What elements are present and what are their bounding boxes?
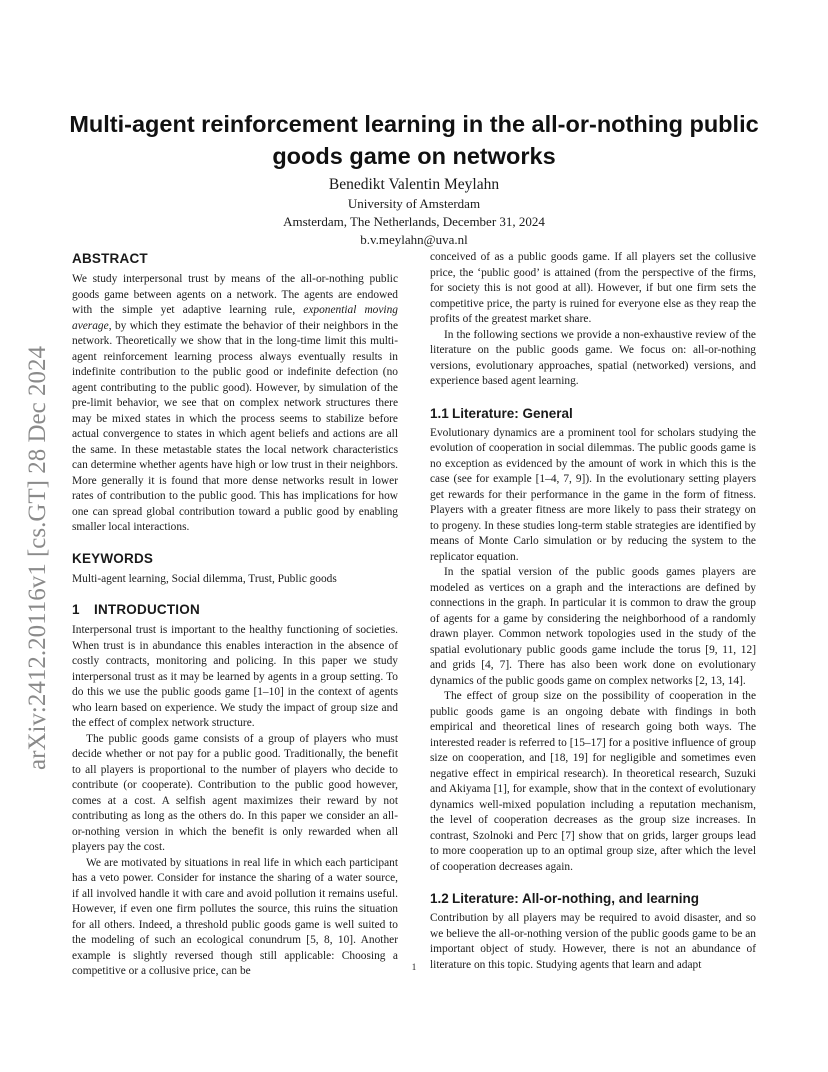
- author-affiliation: University of Amsterdam: [347, 196, 481, 211]
- paper-title: Multi-agent reinforcement learning in the all-or-nothing public goods game on networks: [69, 111, 759, 169]
- section-1-2-paragraph-1: Contribution by all players may be required to avoid disaster, and so we believe the all-or-nothing version of the public goods game to be an important object of study. However, there is not an abundance of literature on this topic. Studying agents that learn and adapt: [430, 912, 756, 971]
- abstract-text-emphasis: exponential moving average: [72, 304, 398, 332]
- abstract-text-part2: , by which they estimate the behavior of their neighbors in the network. Theoretically we show that in the long-time limit this multi-agent reinforcement learning process always eventually results in indefinite contribution to the public good or indefinite defection (no agent contributing to the public good). However, by simulation of the pre-limit behavior, we see that on complex network structures there may be mixed states in which the process seems to stabilize before actual convergence to states in which agent beliefs and actions are all the same. In these metastable states the local network characteristics can determine whether agents have high or low trust in their neighbors. More generally it is found that more dense networks result in lower rates of contribution to the public good. This has implications for how one can spread global contribution toward a public good by enabling smaller local interactions.: [72, 319, 398, 533]
- intro-heading: [72, 601, 398, 619]
- section-1-2-heading: [430, 890, 756, 908]
- author-block: [0, 175, 828, 249]
- section-1-1-title: Literature: General: [452, 405, 573, 421]
- page-number: 1: [411, 962, 417, 972]
- section-1-1-number: 1.1: [430, 405, 449, 421]
- intro-paragraph-4: In the following sections we provide a non-exhaustive review of the literature on the public goods game. We focus on: all-or-nothing versions, evolutionary approaches, spatial (networked) versions, and experience based agent learning.: [430, 328, 756, 387]
- left-column: [72, 250, 398, 980]
- intro-paragraph-3-continued: conceived of as a public goods game. If all players set the collusive price, the ‘public good’ is attained (from the perspective of the firms, for society this is not good at all). However, if but one firm sets the competitive price, the party is ruined for everyone else as they reap the profits of the greatest market share.: [430, 251, 756, 325]
- arxiv-stamp: arXiv:2412.20116v1 [cs.GT] 28 Dec 2024: [24, 346, 51, 770]
- author-name: Benedikt Valentin Meylahn: [328, 176, 500, 193]
- keywords-text: Multi-agent learning, Social dilemma, Trust, Public goods: [72, 572, 337, 585]
- section-1-1-paragraph-1: Evolutionary dynamics are a prominent tool for scholars studying the evolution of cooperation in social dilemmas. The public goods game is no exception as evidenced by the amount of work in which this is the case (see for example [1–4, 7, 9]). In the evolutionary setting players get rewards for their performance in the game in the form of fitness. Players with a greater fitness are more likely to pass their strategy on to progeny. In these studies long-term stable strategies are identified by means of Monte Carlo simulation or by reducing the system to the replicator equation.: [430, 426, 756, 563]
- intro-title: INTRODUCTION: [94, 602, 200, 617]
- abstract-heading: ABSTRACT: [72, 251, 148, 266]
- abstract-text-part1: We study interpersonal trust by means of the all-or-nothing public goods game between agents on a network. The agents are endowed with the simple yet adaptive learning rule,: [72, 273, 398, 316]
- section-1-1-heading: [430, 405, 756, 423]
- keywords-heading: KEYWORDS: [72, 550, 154, 566]
- section-1-1-paragraph-3: The effect of group size on the possibility of cooperation in the public goods game is an ongoing debate with findings in both empirical and theoretical lines of research going both ways. The interested reader is referred to [15–17] for a positive influence of group size on cooperation, and [18, 19] for negligible and sometimes even negative effect in empirical research). In theoretical research, Suzuki and Akiyama [1], for example, show that in the context of evolutionary dynamics well-mixed population including a reputation mechanism, the level of cooperation decreases as the group size increases. In contrast, Szolnoki and Perc [7] show that on grids, larger groups lead to more cooperation up to an optimal group size, after which the level of cooperation decreases again.: [430, 690, 756, 873]
- intro-paragraph-2: The public goods game consists of a group of players who must decide whether or not pay for a public good. Traditionally, the benefit to all players is proportional to the number of players who decide to contribute (or cooperate). Contribution to the public good however, comes at a cost. A selfish agent maximizes their reward by not contributing as long as the others do. In this paper we consider an all-or-nothing version in which the benefit is only rewarded when all players pay the cost.: [72, 732, 398, 853]
- right-column: [430, 250, 756, 973]
- author-email: b.v.meylahn@uva.nl: [360, 232, 468, 247]
- section-1-1-paragraph-2: In the spatial version of the public goods games players are modeled as vertices on a graph and the interactions are defined by connections in the graph. In particular it is common to draw the group of agents for a game by considering the neighborhood of a randomly drawn player. Common network topologies used in the study of the spatial evolutionary public goods game include the torus [9, 11, 12] and grids [4, 7]. There has also been work done on evolutionary dynamics of the public goods game on complex networks [2, 13, 14].: [430, 566, 756, 687]
- author-location-date: Amsterdam, The Netherlands, December 31, 2024: [283, 214, 545, 229]
- section-1-2-title: Literature: All-or-nothing, and learning: [452, 891, 699, 906]
- abstract-text: [72, 272, 398, 536]
- intro-paragraph-3: We are motivated by situations in real life in which each participant has a veto power. Consider for instance the sharing of a water source, if all involved handle it with care and avoid pollution it remains useful. However, if even one firm pollutes the source, this ruins the situation for all others. Indeed, a threshold public goods game is well suited to the modeling of such an ecological conundrum [5, 8, 10]. Another example is slightly reversed though still applicable: Choosing a competitive or a collusive price, can be: [72, 856, 398, 977]
- intro-number: 1: [72, 602, 80, 617]
- section-1-2-number: 1.2: [430, 891, 449, 906]
- intro-paragraph-1: Interpersonal trust is important to the healthy functioning of societies. When trust is in abundance this enables interaction in the absence of costly contracts, monitoring and policing. In this paper we study interpersonal trust as it may be learned by agents in a group setting. To do this we use the public goods game [1–10] in the context of agents who learn based on experience. We study the impact of group size and the effect of complex network structure.: [72, 624, 398, 729]
